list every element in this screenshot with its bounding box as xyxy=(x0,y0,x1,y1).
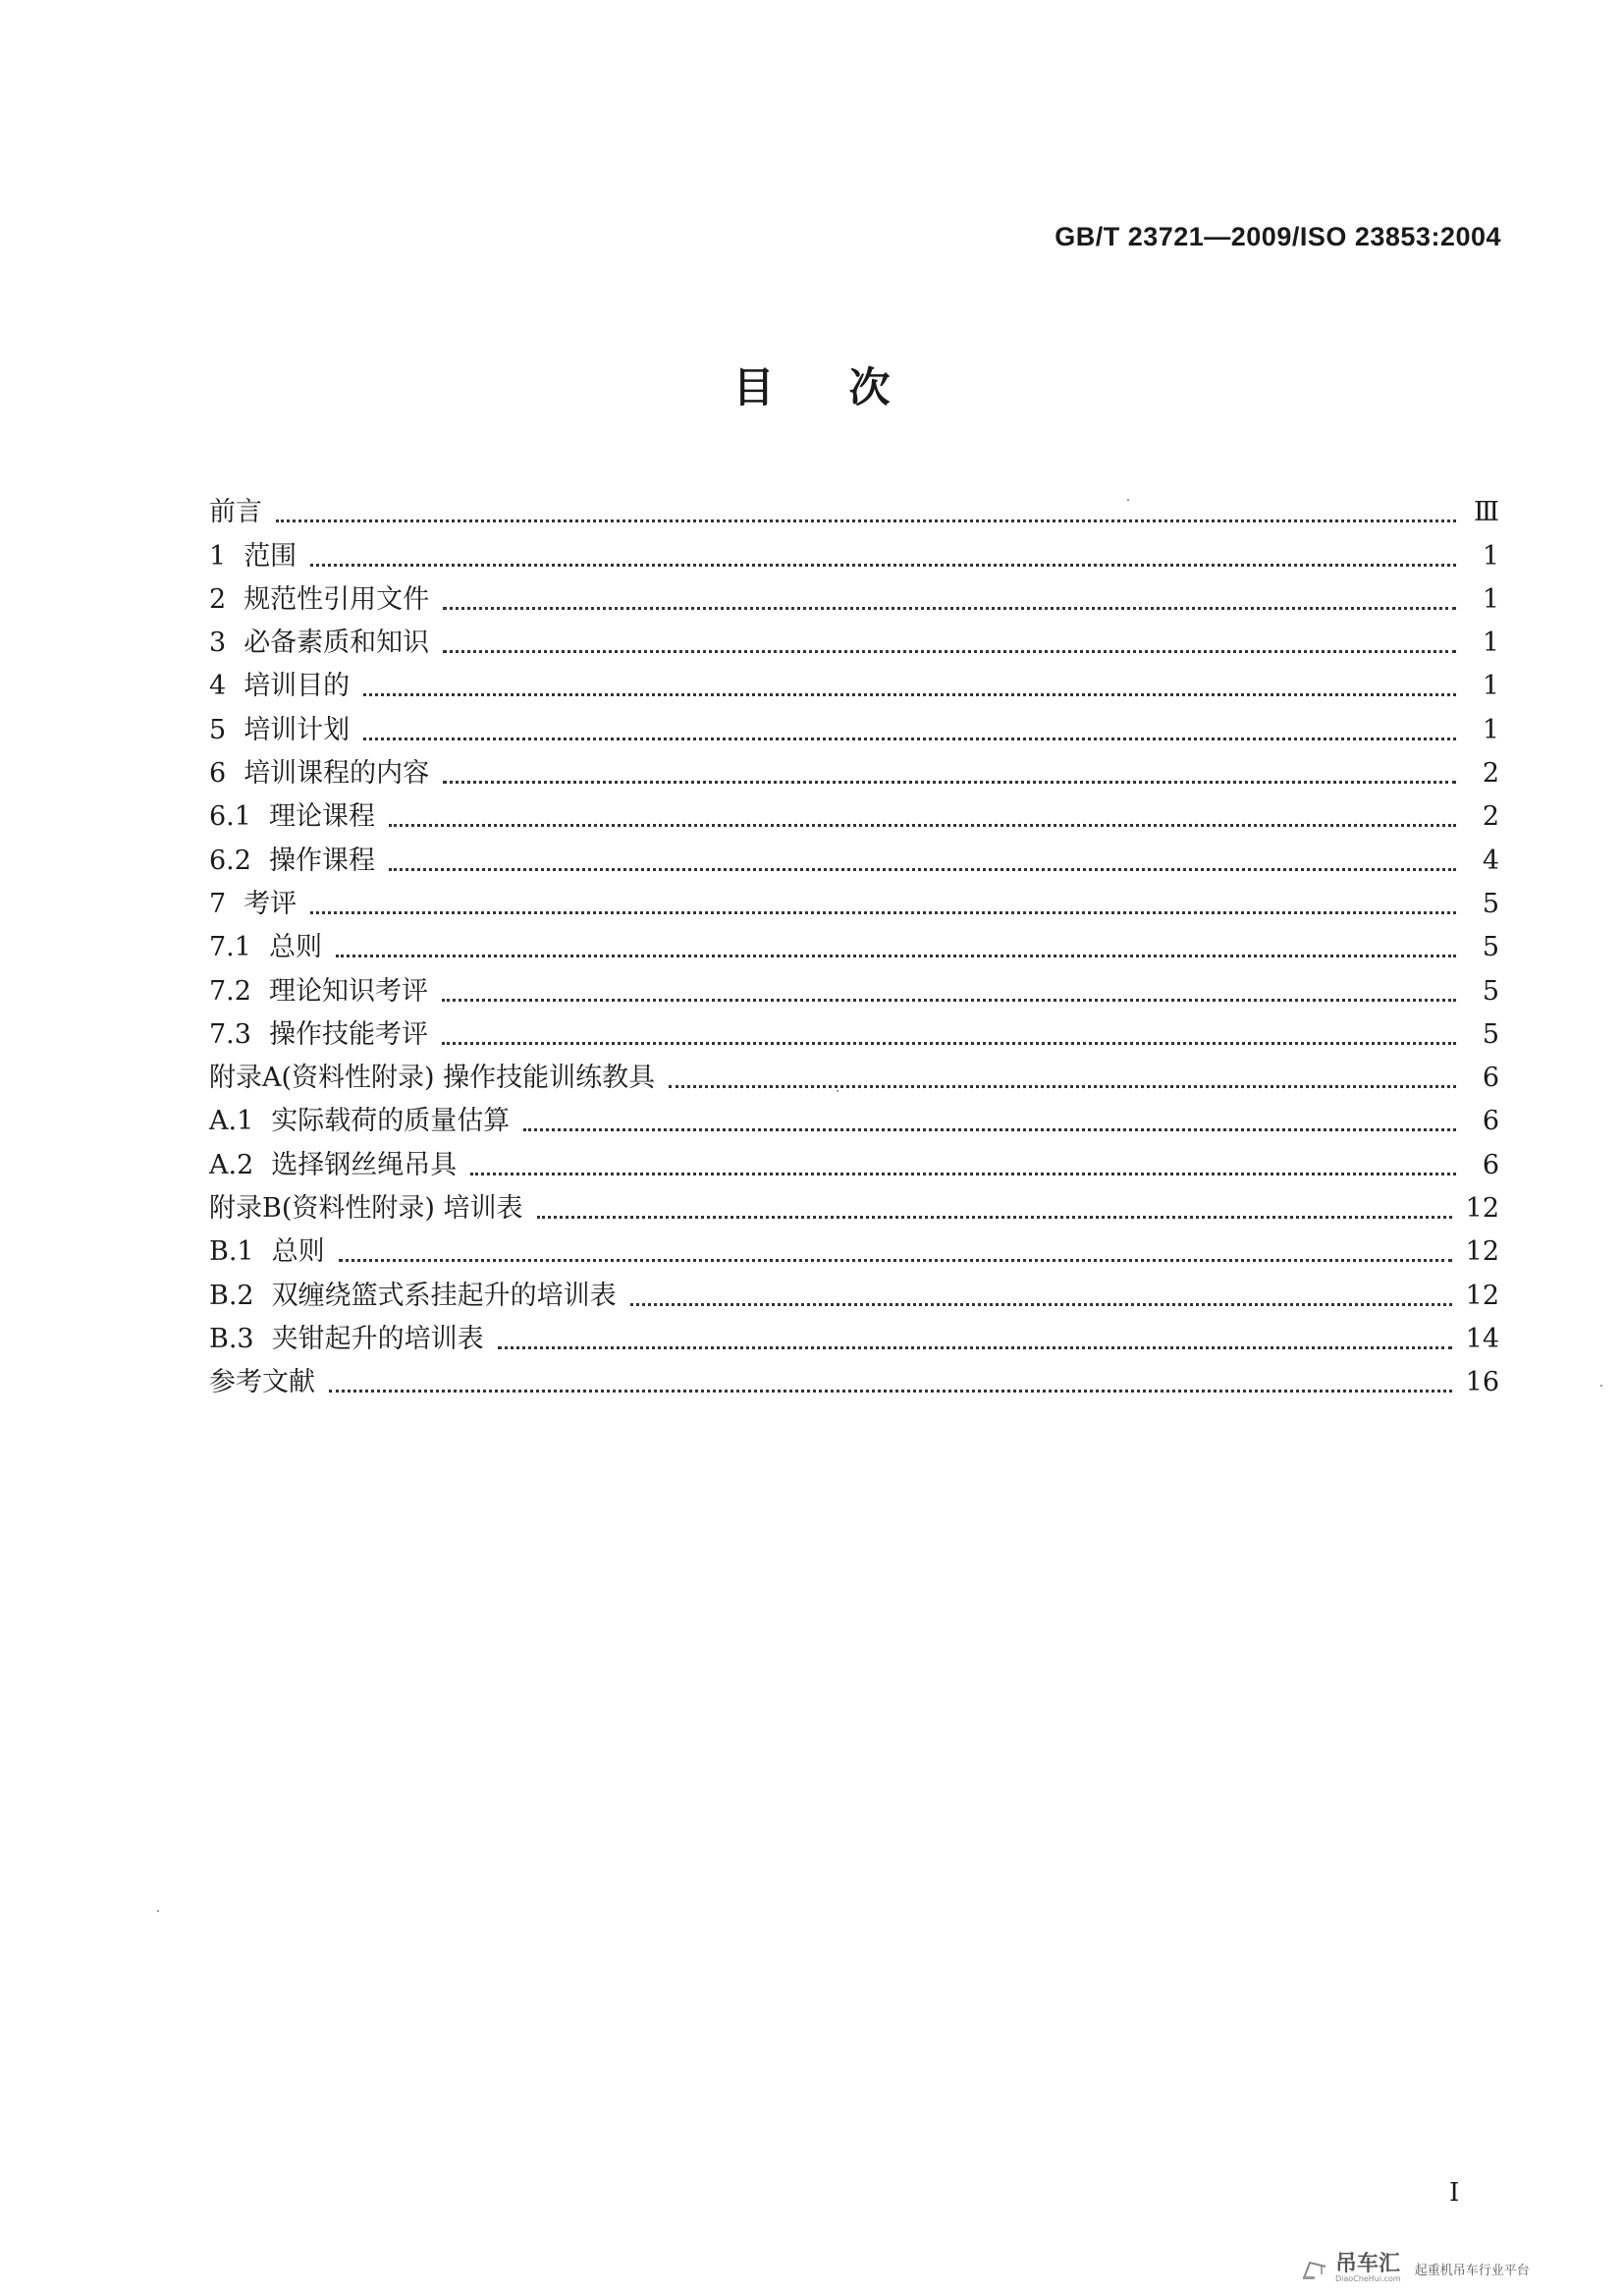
toc-entry-number: 6.1 xyxy=(209,801,251,833)
toc-entry-label: 附录A(资料性附录) 操作技能训练教具 xyxy=(209,1063,656,1094)
watermark-logo xyxy=(1302,2252,1530,2283)
toc-leader-dots xyxy=(443,607,1456,610)
toc-entry-page: 5 xyxy=(1482,975,1499,1007)
toc-leader-dots xyxy=(389,824,1456,827)
toc-entry xyxy=(209,883,1499,926)
toc-entry xyxy=(209,534,1499,577)
toc-entry xyxy=(209,1318,1499,1361)
toc-leader-dots xyxy=(443,650,1456,653)
toc-entry-page: 6 xyxy=(1482,1063,1499,1094)
toc-entry-number: 1 xyxy=(209,540,227,572)
standard-number: GB/T 23721—2009/ISO 23853:2004 xyxy=(1055,222,1501,251)
toc-entry xyxy=(209,969,1499,1012)
toc-entry-number: 7.3 xyxy=(209,1018,251,1050)
toc-leader-dots xyxy=(339,1259,1452,1262)
toc-entry-page: 1 xyxy=(1482,583,1499,615)
toc-entry-label: 操作课程 xyxy=(268,845,375,876)
toc-entry-page: 2 xyxy=(1482,758,1499,790)
toc-leader-dots xyxy=(310,564,1456,567)
toc-entry-page: 1 xyxy=(1482,714,1499,745)
toc-entry-label: 培训课程的内容 xyxy=(243,758,430,790)
toc-entry-number: 7 xyxy=(209,888,227,919)
toc-entry xyxy=(209,1013,1499,1057)
toc-entry-page: 6 xyxy=(1482,1106,1499,1137)
toc-entry-page: 5 xyxy=(1482,888,1499,919)
toc-leader-dots xyxy=(523,1128,1456,1131)
toc-entry-page: 1 xyxy=(1482,540,1499,572)
toc-entry-label: 附录B(资料性附录) 培训表 xyxy=(209,1193,523,1225)
toc-leader-dots xyxy=(669,1085,1456,1088)
page-title: 目次 xyxy=(732,363,965,411)
toc-entry-label: 理论知识考评 xyxy=(268,975,428,1007)
toc-leader-dots xyxy=(389,868,1456,871)
toc-entry-label: 夹钳起升的培训表 xyxy=(271,1323,484,1354)
toc-entry-label: 实际载荷的质量估算 xyxy=(271,1106,511,1137)
crane-icon xyxy=(1302,2259,1327,2280)
toc-entry xyxy=(209,1230,1499,1274)
toc-leader-dots xyxy=(310,911,1456,914)
toc-entry-label: 理论课程 xyxy=(268,801,375,833)
toc-entry xyxy=(209,839,1499,882)
toc-leader-dots xyxy=(276,519,1456,522)
toc-entry xyxy=(209,1100,1499,1143)
toc-entry xyxy=(209,1187,1499,1230)
toc-entry-page: 1 xyxy=(1482,671,1499,702)
toc-entry-page: 12 xyxy=(1465,1280,1499,1311)
toc-entry-label: 选择钢丝绳吊具 xyxy=(271,1149,458,1180)
toc-entry-number: B.3 xyxy=(209,1323,254,1354)
toc-entry xyxy=(209,752,1499,795)
toc-leader-dots xyxy=(363,693,1456,696)
toc-entry-label: 培训计划 xyxy=(243,714,351,745)
toc-entry xyxy=(209,795,1499,839)
toc-entry xyxy=(209,622,1499,665)
toc-entry-number: 6 xyxy=(209,758,227,790)
toc-entry-number: A.2 xyxy=(209,1149,254,1180)
toc-entry xyxy=(209,708,1499,751)
toc-entry xyxy=(209,1143,1499,1186)
toc-entry-number: A.1 xyxy=(209,1106,254,1137)
toc-entry-number: 5 xyxy=(209,714,227,745)
toc-leader-dots xyxy=(498,1346,1452,1349)
toc-entry-label: 双缠绕篮式系挂起升的培训表 xyxy=(271,1280,617,1311)
toc-entry-number: 3 xyxy=(209,628,227,659)
toc-entry-page: 14 xyxy=(1465,1323,1499,1354)
toc-leader-dots xyxy=(442,1042,1456,1045)
toc-entry-label: 总则 xyxy=(271,1236,325,1268)
toc-entry xyxy=(209,1274,1499,1317)
toc-entry-page: 12 xyxy=(1465,1193,1499,1225)
toc-leader-dots xyxy=(470,1173,1456,1175)
toc-entry-number: 6.2 xyxy=(209,845,251,876)
toc-leader-dots xyxy=(537,1216,1452,1219)
toc-entry-page: 12 xyxy=(1465,1236,1499,1268)
toc-leader-dots xyxy=(329,1390,1452,1393)
toc-leader-dots xyxy=(442,999,1456,1002)
toc-entry-number: 7.1 xyxy=(209,932,251,963)
toc-entry-label: 操作技能考评 xyxy=(268,1018,428,1050)
toc-leader-dots xyxy=(336,955,1456,957)
toc-leader-dots xyxy=(443,781,1456,784)
toc-entry xyxy=(209,578,1499,622)
table-of-contents xyxy=(209,491,1499,1404)
watermark-site: DiaoCheHui.com xyxy=(1335,2274,1401,2283)
toc-leader-dots xyxy=(630,1303,1452,1306)
watermark-brand: 吊车汇 xyxy=(1335,2252,1401,2276)
toc-entry xyxy=(209,491,1499,534)
toc-entry-page: 1 xyxy=(1482,628,1499,659)
toc-entry-label: 前言 xyxy=(209,497,262,528)
toc-entry-label: 考评 xyxy=(243,888,298,919)
watermark-tagline: 起重机吊车行业平台 xyxy=(1414,2264,1530,2278)
toc-entry-page: 4 xyxy=(1482,845,1499,876)
toc-entry-label: 范围 xyxy=(243,540,298,572)
page-number: I xyxy=(1449,2178,1460,2208)
toc-entry-label: 规范性引用文件 xyxy=(243,583,430,615)
toc-entry-number: B.1 xyxy=(209,1236,254,1268)
toc-entry xyxy=(209,926,1499,969)
toc-entry-label: 培训目的 xyxy=(243,671,351,702)
toc-entry-number: B.2 xyxy=(209,1280,254,1311)
toc-entry-number: 4 xyxy=(209,671,227,702)
toc-entry xyxy=(209,1057,1499,1100)
toc-entry xyxy=(209,1361,1499,1404)
toc-entry-page: 5 xyxy=(1482,1018,1499,1050)
toc-entry-page: 2 xyxy=(1482,801,1499,833)
toc-entry-page: 16 xyxy=(1465,1367,1499,1398)
toc-entry-page: Ⅲ xyxy=(1473,497,1499,528)
toc-entry-number: 2 xyxy=(209,583,227,615)
toc-entry-label: 总则 xyxy=(268,932,322,963)
toc-entry-page: 5 xyxy=(1482,932,1499,963)
toc-entry xyxy=(209,665,1499,708)
toc-entry-number: 7.2 xyxy=(209,975,251,1007)
toc-leader-dots xyxy=(363,738,1456,740)
toc-entry-label: 必备素质和知识 xyxy=(243,628,430,659)
toc-entry-page: 6 xyxy=(1482,1149,1499,1180)
toc-entry-label: 参考文献 xyxy=(209,1367,315,1398)
